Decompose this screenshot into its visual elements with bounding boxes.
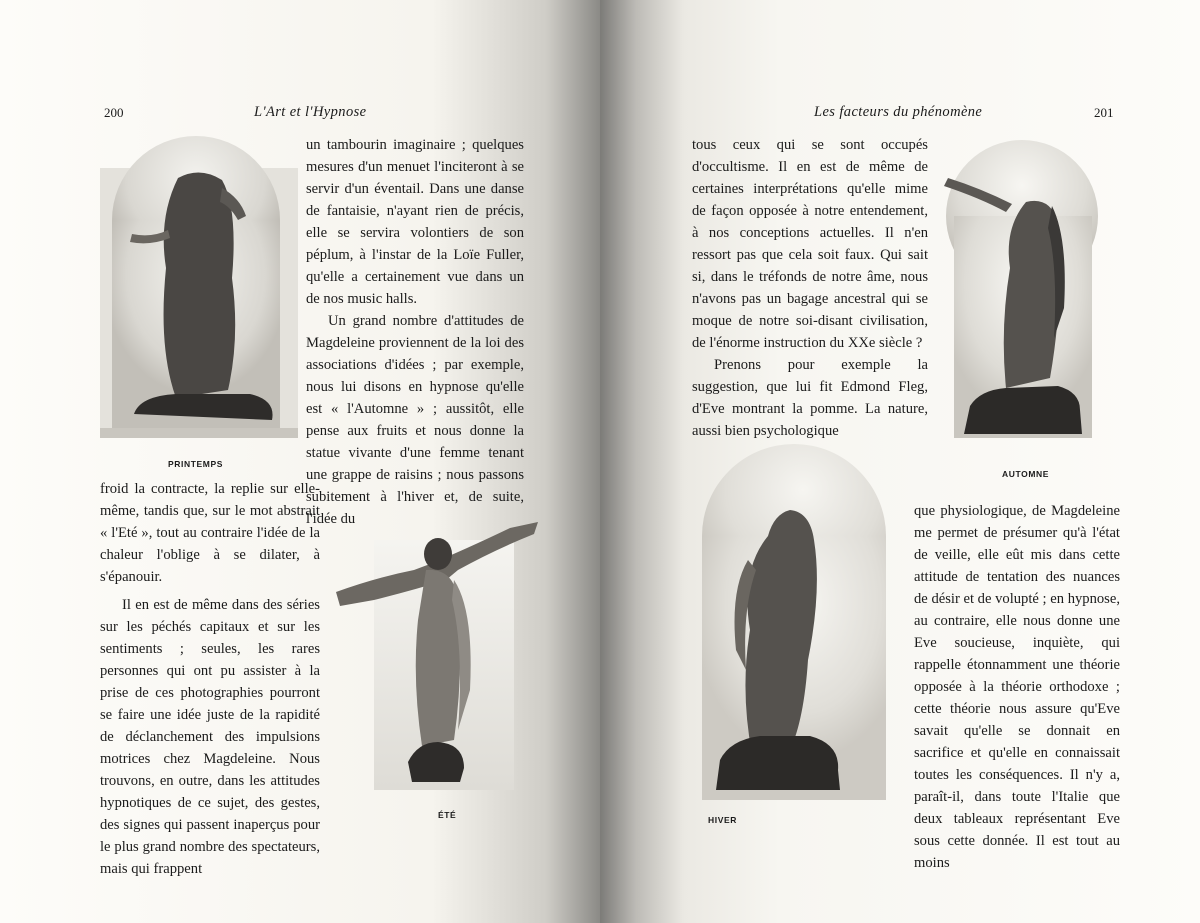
running-title: Les facteurs du phénomène: [814, 104, 983, 120]
left-page-left-column: [100, 478, 320, 880]
right-page: [600, 0, 1200, 923]
running-title: L'Art et l'Hypnose: [254, 104, 367, 120]
paragraph: Il en est de même dans des séries sur les péchés capitaux et sur les sentiments ; seules, les rares personnes qui ont pu assister à la prise de ces photographies pourront se faire une idée juste de la rapidité de déclanchement des impulsions motrices chez Magdeleine. Nous trouvons, en outre, dans les attitudes hypnotiques de ce sujet, des gestes, des signes qui passent inaperçus pour le plus grand nombre des spectateurs, mais qui frappent: [100, 597, 320, 877]
page-number: 200: [104, 105, 124, 120]
paragraph: un tambourin imaginaire ; quelques mesures d'un menuet l'inciteront à se servir d'un éventail. Dans une danse de fantaisie, n'ayant rien de précis, elle se servira volontiers de son péplum, à l'instar de la Loïe Fuller, qu'elle a certainement vue dans un de nos music halls.: [306, 137, 524, 307]
plate-hiver: [690, 440, 886, 800]
plate-automne: [940, 138, 1100, 438]
page-number: 201: [1094, 105, 1114, 120]
left-page-right-column: [306, 134, 524, 530]
caption-hiver: HIVER: [708, 815, 737, 825]
paragraph: Prenons pour exemple la suggestion, que lui fit Edmond Fleg, d'Eve montrant la pomme. La nature, aussi bien psychologique: [692, 357, 928, 439]
plate-printemps: [100, 128, 298, 438]
paragraph: Un grand nombre d'attitudes de Magdeleine proviennent de la loi des associations d'idées ; par exemple, nous lui disons en hypnose qu'elle est « l'Automne » ; aussitôt, elle pense aux fruits et nous donne la statue vivante d'une femme tenant une grappe de raisins ; nous passons subitement à l'hiver et, de suite, l'idée du: [306, 313, 524, 527]
paragraph: que physiologique, de Magdeleine me permet de présumer qu'à l'état de veille, elle eût mis dans cette attitude de tentation des nuances de désir et de volupté ; en hypnose, au contraire, elle nous donne une Eve soucieuse, inquiète, qui rappelle étonnamment une théorie opposée à la théorie orthodoxe ; cette théorie nous assure qu'Eve savait qu'elle se donnait en sacrifice et qu'elle en connaissait toutes les conséquences. Il n'y a, paraît-il, dans toute l'Italie que deux tableaux représentant Eve sous cette donnée. Il est tout au moins: [914, 503, 1120, 871]
right-page-top-column: [692, 134, 928, 442]
paragraph: tous ceux qui se sont occupés d'occultisme. Il en est de même de certaines interprétations qu'elle mime de façon opposée à notre entendement, à nos conceptions actuelles. Il n'en ressort pas que cela soit faux. Qui sait si, dans le tréfonds de notre âme, nous n'avons pas un bagage ancestral qui se moque de notre soi-disant civilisation, de l'énorme instruction du XXe siècle ?: [692, 137, 928, 351]
plate-ete: [334, 520, 540, 790]
caption-ete: ÉTÉ: [438, 810, 457, 820]
caption-automne: AUTOMNE: [1002, 469, 1050, 479]
paragraph: froid la contracte, la replie sur elle-même, tandis que, sur le mot abstrait « l'Eté », tout au contraire l'idée de la chaleur l'oblige à se dilater, à s'épanouir.: [100, 481, 320, 585]
right-page-bottom-column: [914, 500, 1120, 874]
caption-printemps: PRINTEMPS: [168, 459, 223, 469]
